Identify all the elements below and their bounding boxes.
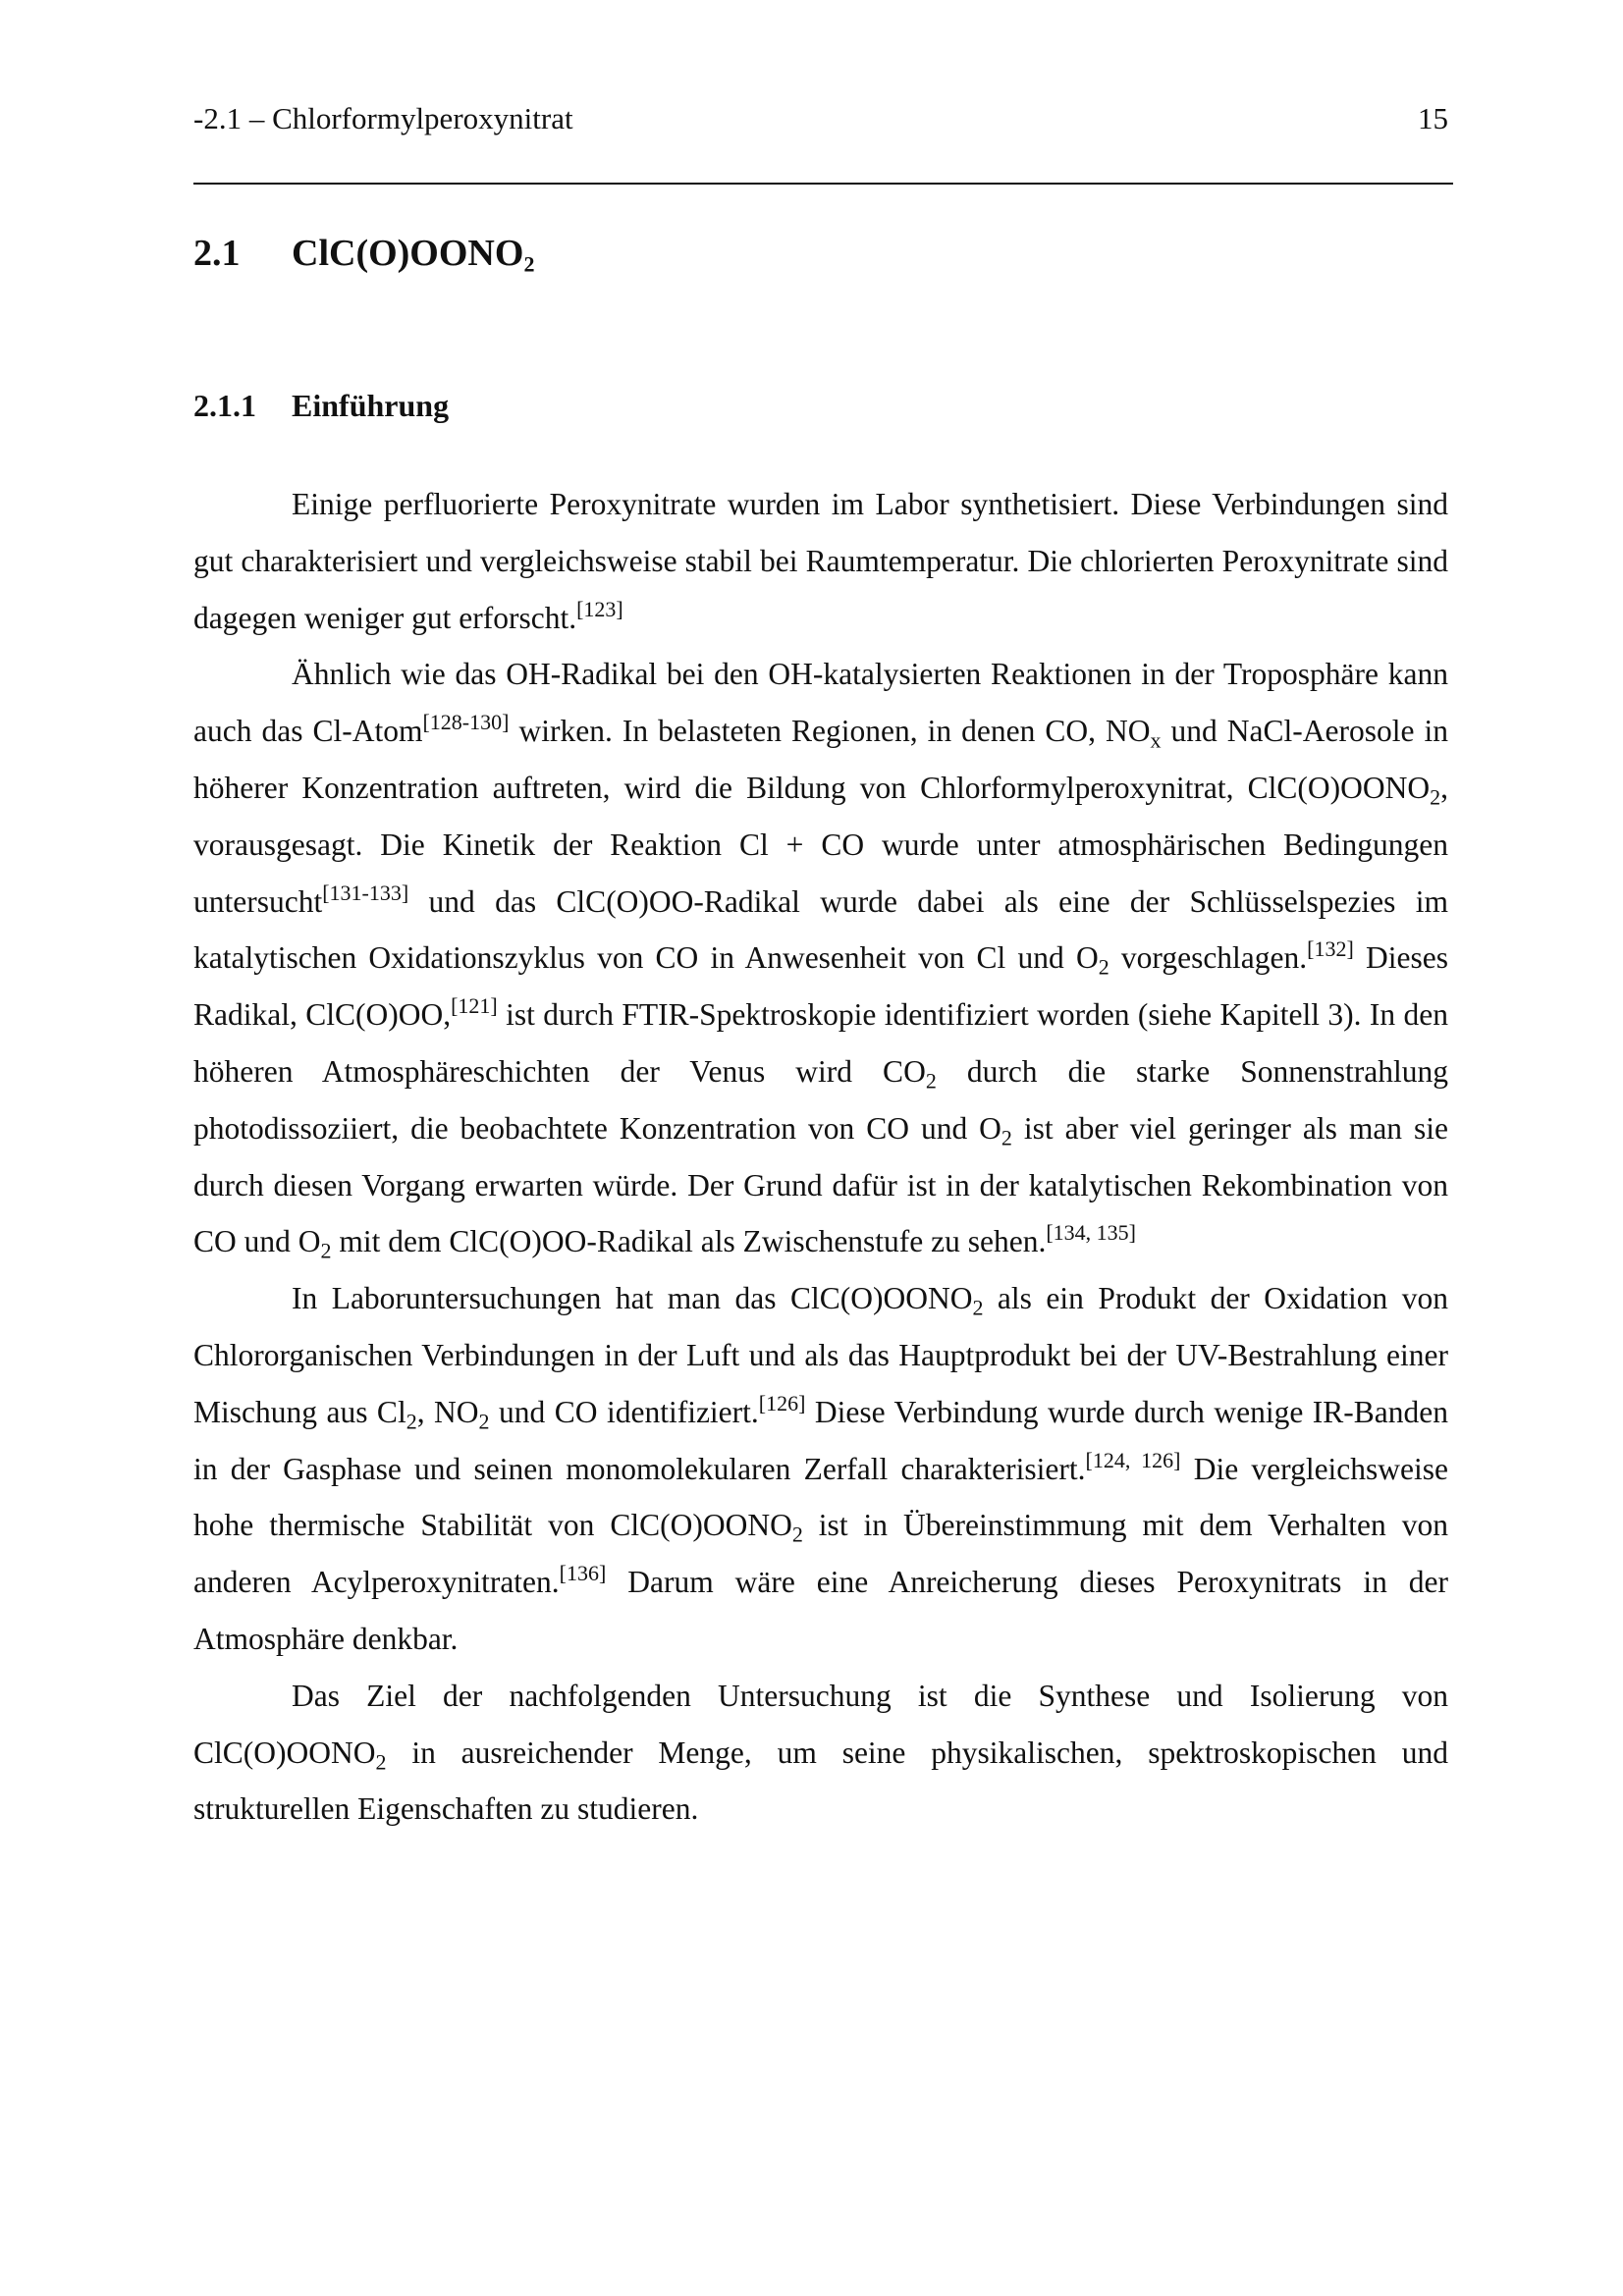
section-title <box>292 233 535 277</box>
text-run: Ähnlich wie das OH-Radikal bei den OH-katalysierten Reaktionen in der Troposphäre kann auch das Cl-Atom <box>193 657 1448 749</box>
text-run: durch die starke Sonnenstrahlung photodissoziiert, die beobachtete Konzentration von CO und O <box>193 1053 1449 1146</box>
citation-superscript: [128-130] <box>422 710 510 735</box>
page-number: 15 <box>1418 101 1448 135</box>
paragraph <box>193 1668 1448 1838</box>
section-heading <box>193 224 534 283</box>
chemical-subscript: 2 <box>406 1409 417 1434</box>
section-title-subscript: 2 <box>523 251 535 277</box>
chemical-subscript: 2 <box>478 1409 490 1434</box>
citation-superscript: [124, 126] <box>1085 1447 1181 1472</box>
chemical-subscript: 2 <box>791 1522 803 1547</box>
text-run: ist aber viel geringer als man sie durch diesen Vorgang erwarten würde. Der Grund dafür ist in der katalytischen Rekombination von CO und O <box>193 1110 1448 1259</box>
chemical-subscript: 2 <box>1001 1125 1012 1150</box>
body-text <box>193 476 1448 1838</box>
chemical-subscript: x <box>1150 727 1162 753</box>
citation-superscript: [136] <box>559 1561 607 1586</box>
subsection-title: Einführung <box>292 388 450 423</box>
chemical-subscript: 2 <box>972 1295 984 1320</box>
text-run: Das Ziel der nachfolgenden Untersuchung ist die Synthese und Isolierung von ClC(O)OONO <box>193 1678 1448 1770</box>
section-number: 2.1 <box>193 233 241 274</box>
text-run: und das ClC(O)OO-Radikal wurde dabei als eine der Schlüsselspezies im katalytischen Oxidationszyklus von CO in Anwesenheit von Cl und O <box>193 883 1448 976</box>
citation-superscript: [134, 135] <box>1046 1220 1137 1246</box>
paragraph <box>193 646 1448 1270</box>
text-run: Die vergleichsweise hohe thermische Stabilität von ClC(O)OONO <box>193 1451 1449 1543</box>
text-run: Darum wäre eine Anreicherung dieses Peroxynitrats in der Atmosphäre denkbar. <box>193 1565 1449 1656</box>
text-run: vorgeschlagen. <box>1109 940 1308 976</box>
chemical-subscript: 2 <box>925 1068 937 1094</box>
text-run: Einige perfluorierte Peroxynitrate wurden im Labor synthetisiert. Diese Verbindungen sind gut charakterisiert und vergleichsweise stabil bei Raumtemperatur. Die chlorierten Peroxynitrate sind dagegen weniger gut erforscht. <box>193 487 1448 635</box>
chemical-subscript: 2 <box>1430 784 1441 810</box>
page-header <box>193 94 1448 143</box>
subsection-heading <box>193 381 449 430</box>
chemical-subscript: 2 <box>320 1238 332 1263</box>
subsection-number: 2.1.1 <box>193 388 256 423</box>
paragraph <box>193 1270 1448 1668</box>
chemical-subscript: 2 <box>375 1749 387 1775</box>
text-run: und NaCl-Aerosole in höherer Konzentration auftreten, wird die Bildung von Chlorformylperoxynitrat, ClC(O)OONO <box>193 714 1448 805</box>
section-title-main: ClC(O)OONO <box>292 233 524 274</box>
text-run: ist durch FTIR-Spektroskopie identifiziert worden (siehe Kapitell 3). In den höheren Atmosphäreschichten der Venus wird CO <box>193 997 1448 1089</box>
text-run: Dieses Radikal, ClC(O)OO, <box>193 940 1448 1033</box>
text-run: ist in Übereinstimmung mit dem Verhalten von anderen Acylperoxynitraten. <box>193 1508 1449 1600</box>
text-run: und CO identifiziert. <box>489 1394 759 1429</box>
text-run: In Laboruntersuchungen hat man das ClC(O)OONO <box>292 1281 973 1316</box>
paragraph <box>193 476 1448 646</box>
text-run: Diese Verbindung wurde durch wenige IR-Banden in der Gasphase und seinen monomolekularen Zerfall charakterisiert. <box>193 1394 1448 1486</box>
header-rule <box>193 183 1453 185</box>
text-run: wirken. In belasteten Regionen, in denen CO, NO <box>509 714 1151 749</box>
text-run: als ein Produkt der Oxidation von Chlororganischen Verbindungen in der Luft und als das Hauptprodukt bei der UV-Bestrahlung einer Mischung aus Cl <box>193 1281 1448 1429</box>
text-run: , vorausgesagt. Die Kinetik der Reaktion Cl + CO wurde unter atmosphärischen Bedingungen untersucht <box>193 770 1448 919</box>
citation-superscript: [126] <box>758 1390 806 1415</box>
text-run: in ausreichender Menge, um seine physikalischen, spektroskopischen und strukturellen Eigenschaften zu studieren. <box>193 1735 1448 1827</box>
chemical-subscript: 2 <box>1098 954 1109 980</box>
citation-superscript: [121] <box>451 993 498 1019</box>
text-run: , NO <box>416 1394 479 1429</box>
running-title: -2.1 – Chlorformylperoxynitrat <box>193 101 573 135</box>
citation-superscript: [131-133] <box>322 880 409 905</box>
citation-superscript: [132] <box>1307 936 1354 962</box>
citation-superscript: [123] <box>576 596 623 621</box>
text-run: mit dem ClC(O)OO-Radikal als Zwischenstufe zu sehen. <box>331 1224 1047 1259</box>
